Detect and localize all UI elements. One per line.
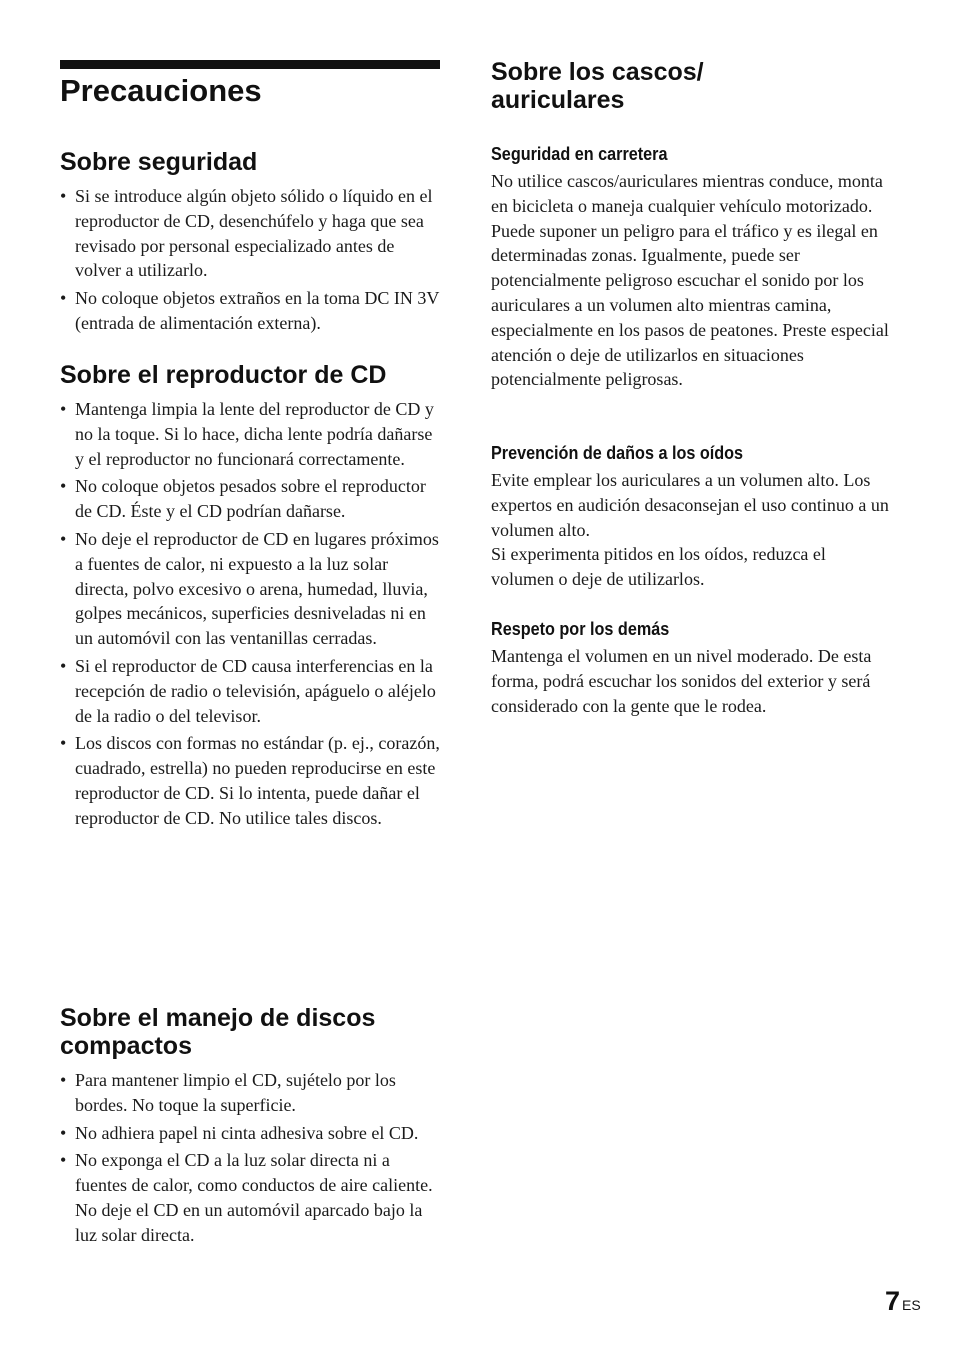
section-heading-discos: Sobre el manejo de discos compactos: [60, 1004, 376, 1060]
page-language-code: ES: [902, 1297, 921, 1313]
list-item: • Para mantener limpio el CD, sujételo por los bordes. No toque la superficie.: [60, 1068, 444, 1118]
subheading-respeto: Respeto por los demás: [491, 619, 670, 639]
subheading-carretera: Seguridad en carretera: [491, 144, 668, 164]
section-heading-cascos: Sobre los cascos/ auriculares: [491, 58, 704, 114]
title-rule: [60, 60, 440, 69]
list-reproductor: [60, 397, 444, 831]
subsection-carretera: [491, 142, 891, 392]
page-number: [885, 1286, 921, 1317]
list-item: • Los discos con formas no estándar (p. ej., corazón, cuadrado, estrella) no pueden reproducirse en este reproductor de CD. Si lo intenta, puede dañar el reproductor de CD. No utilice tales discos.: [60, 731, 444, 830]
subsection-respeto: [491, 617, 891, 718]
list-item: • Si el reproductor de CD causa interferencias en la recepción de radio o televisión, apáguelo o aléjelo de la radio o del televisor.: [60, 654, 444, 728]
list-item: • Mantenga limpia la lente del reproductor de CD y no la toque. Si lo hace, dicha lente podría dañarse y el reproductor no funcionará correctamente.: [60, 397, 444, 471]
page-number-value: 7: [885, 1286, 901, 1316]
section-heading-seguridad: Sobre seguridad: [60, 148, 258, 176]
subheading-oidos: Prevención de daños a los oídos: [491, 443, 744, 463]
section-heading-reproductor: Sobre el reproductor de CD: [60, 361, 387, 389]
paragraph-respeto: Mantenga el volumen en un nivel moderado. De esta forma, podrá escuchar los sonidos del exterior y será considerado con la gente que le rodea.: [491, 646, 872, 716]
list-seguridad: [60, 184, 444, 336]
list-item: • No coloque objetos extraños en la toma DC IN 3V (entrada de alimentación externa).: [60, 286, 444, 336]
list-item: • Si se introduce algún objeto sólido o líquido en el reproductor de CD, desenchúfelo y haga que sea revisado por personal especializado antes de volver a utilizarlo.: [60, 184, 444, 283]
section-cascos: [491, 58, 891, 114]
subsection-oidos: [491, 441, 891, 592]
list-discos: [60, 1068, 444, 1248]
list-item: • No coloque objetos pesados sobre el reproductor de CD. Éste y el CD podrían dañarse.: [60, 474, 444, 524]
section-reproductor: [60, 361, 444, 834]
paragraph-oidos: Evite emplear los auriculares a un volumen alto. Los expertos en audición desaconsejan el uso continuo a un volumen alto. Si experimenta pitidos en los oídos, reduzca el volumen o deje de utilizarlos.: [491, 470, 889, 590]
list-item: • No exponga el CD a la luz solar directa ni a fuentes de calor, como conductos de aire caliente. No deje el CD en un automóvil aparcado bajo la luz solar directa.: [60, 1148, 444, 1247]
section-discos: [60, 1004, 444, 1251]
list-item: • No adhiera papel ni cinta adhesiva sobre el CD.: [60, 1121, 444, 1146]
list-item: • No deje el reproductor de CD en lugares próximos a fuentes de calor, ni expuesto a la luz solar directa, polvo excesivo o arena, humedad, lluvia, golpes mecánicos, superficies desniveladas ni en un automóvil con las ventanillas cerradas.: [60, 527, 444, 651]
page-title: Precauciones: [60, 73, 262, 108]
paragraph-carretera: No utilice cascos/auriculares mientras conduce, monta en bicicleta o maneja cualquier vehículo motorizado. Puede suponer un peligro para el tráfico y es ilegal en determinadas zonas. Igualmente, puede ser potencialmente peligroso escuchar el sonido por los auriculares a un volumen alto mientras camina, especialmente en los pasos de peatones. Preste especial atención o deje de utilizarlos en situaciones potencialmente peligrosas.: [491, 171, 889, 390]
section-seguridad: [60, 148, 444, 339]
